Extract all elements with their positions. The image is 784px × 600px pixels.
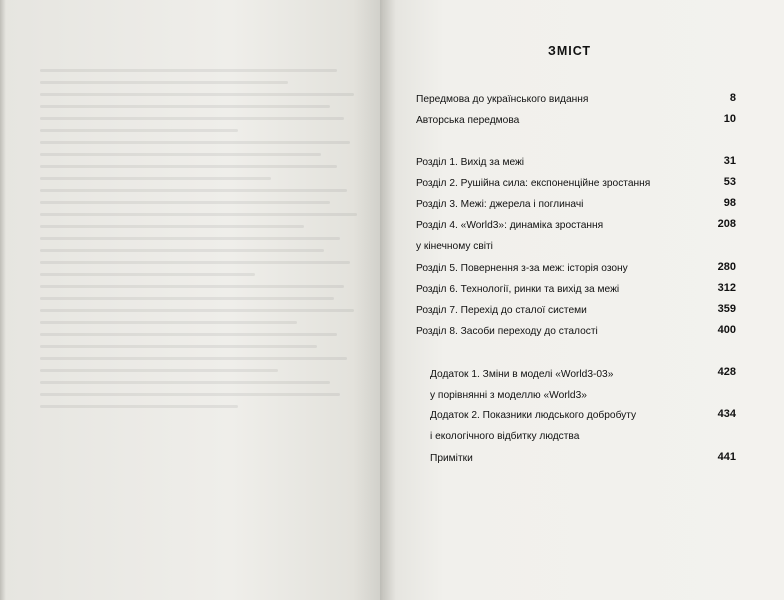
toc-entry-page: 10: [723, 113, 736, 125]
toc-entry-label: Додаток 2. Показники людського добробуту: [430, 410, 637, 421]
toc-entry-page: 434: [717, 408, 736, 420]
toc-entry-page: 53: [723, 176, 736, 188]
page-edge-shadow: [0, 0, 6, 600]
bleed-through-text: [40, 60, 370, 417]
toc-entry-label: Передмова до українського видання: [416, 94, 589, 105]
toc-entry-page: 441: [717, 451, 736, 463]
toc-entry-page: 31: [723, 155, 736, 167]
toc-entry-page: 359: [717, 303, 736, 315]
toc-entry-label: Розділ 6. Технології, ринки та вихід за межі: [416, 284, 620, 295]
toc-entry-label-continued: у порівнянні з моделлю «World3»: [430, 390, 587, 401]
toc-entry-page: 400: [717, 324, 736, 336]
toc-entry-label: Розділ 3. Межі: джерела і поглиначі: [416, 199, 584, 210]
toc-entry-label-continued: у кінечному світі: [416, 241, 493, 252]
right-page: [384, 0, 784, 600]
toc-entry-label: Розділ 7. Перехід до сталої системи: [416, 305, 587, 316]
toc-entry-page: 428: [717, 366, 736, 378]
toc-entry-label: Розділ 2. Рушійна сила: експоненційне зростання: [416, 178, 651, 189]
toc-entry-page: 8: [729, 92, 736, 104]
toc-entry-page: 98: [723, 197, 736, 209]
toc-entry-label: Авторська передмова: [416, 115, 520, 126]
left-page: [0, 0, 384, 600]
toc-entry-label: Розділ 8. Засоби переходу до сталості: [416, 326, 598, 337]
toc-entry-page: 312: [717, 282, 736, 294]
toc-entry-label: Додаток 1. Зміни в моделі «World3-03»: [430, 369, 614, 380]
toc-entry-label: Примітки: [430, 453, 473, 464]
toc-entry-page: 208: [717, 218, 736, 230]
toc-entry-label-continued: і екологічного відбитку людства: [430, 431, 580, 442]
toc-entry-label: Розділ 4. «World3»: динаміка зростання: [416, 220, 604, 231]
toc-title: ЗМІСТ: [548, 44, 592, 58]
toc-entry-label: Розділ 5. Повернення з-за меж: історія озону: [416, 263, 628, 274]
toc-entry-page: 280: [717, 261, 736, 273]
toc-entry-label: Розділ 1. Вихід за межі: [416, 157, 525, 168]
